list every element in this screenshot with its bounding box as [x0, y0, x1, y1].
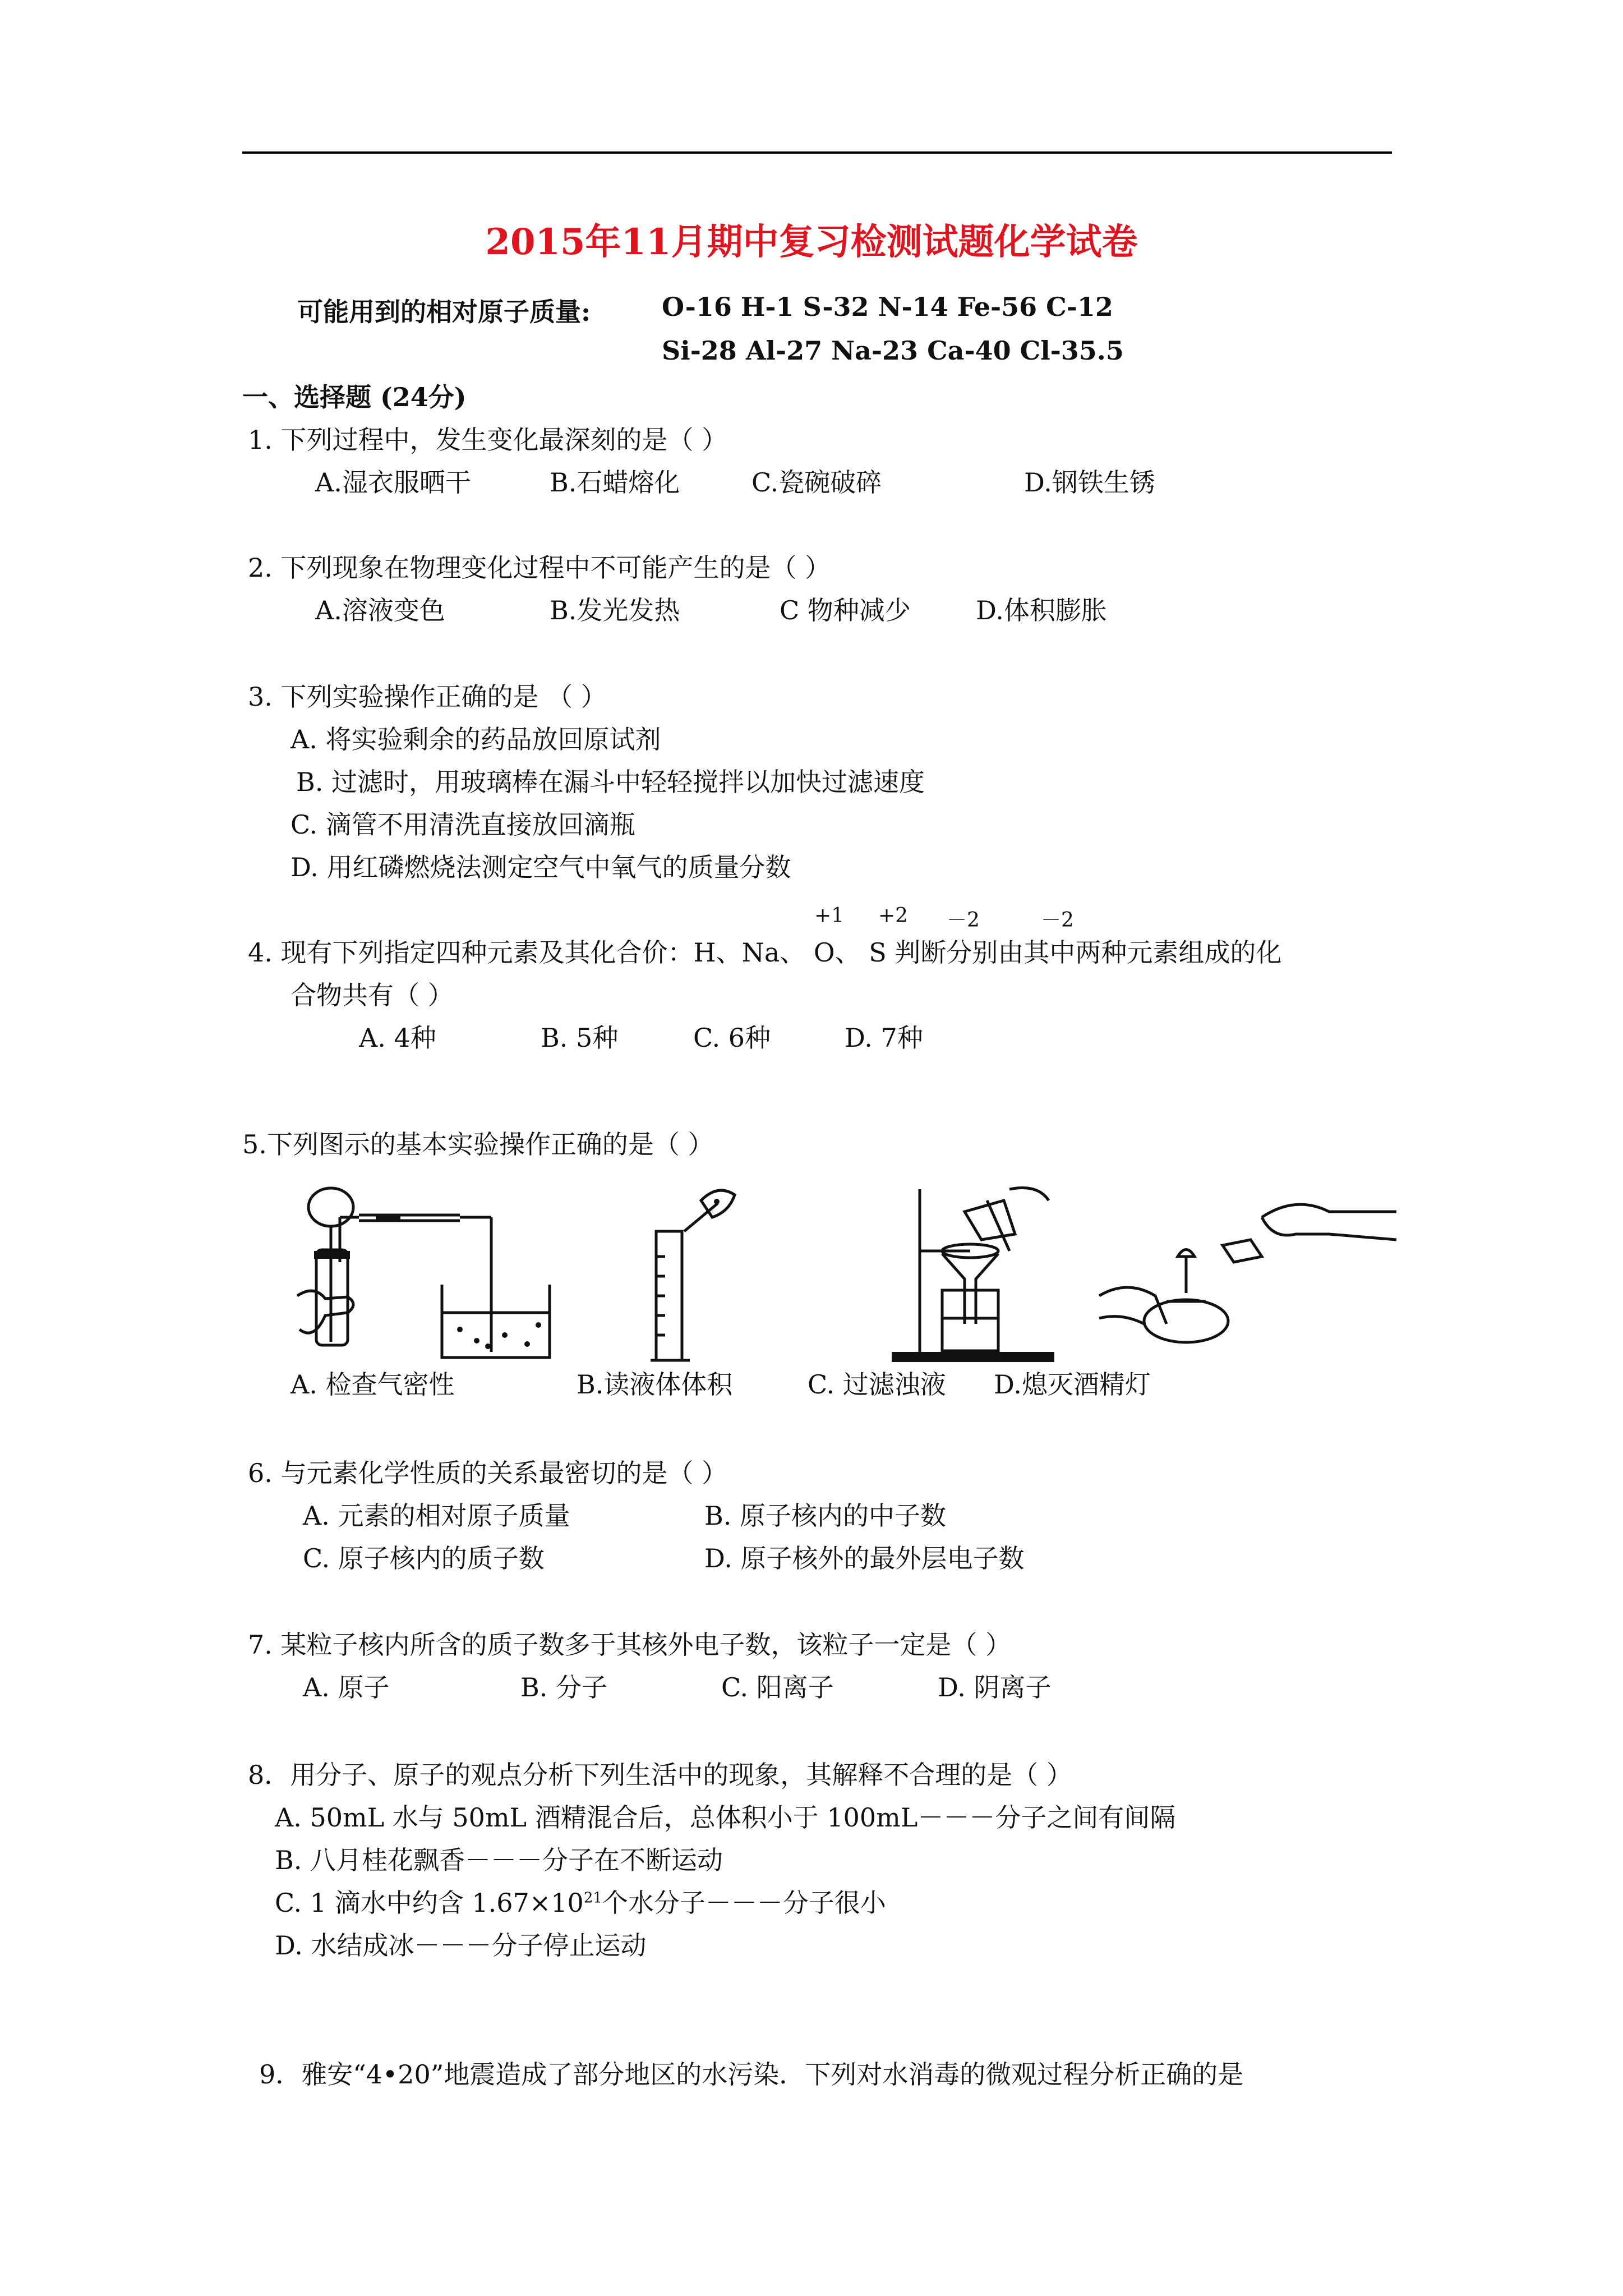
- q2-stem: 2. 下列现象在物理变化过程中不可能产生的是（ ）: [248, 553, 831, 583]
- q8-stem: 8．用分子、原子的观点分析下列生活中的现象，其解释不合理的是（ ）: [248, 1760, 1072, 1790]
- q6-option-a: A. 元素的相对原子质量: [303, 1501, 570, 1531]
- atomic-mass-line1: O-16 H-1 S-32 N-14 Fe-56 C-12: [662, 292, 1113, 322]
- valence-o: －2: [947, 909, 980, 932]
- q2-option-d: D.体积膨胀: [976, 595, 1107, 625]
- figure-filtration: [875, 1178, 1088, 1369]
- figure-airtightness-check: [292, 1178, 583, 1369]
- q1-option-c: C.瓷碗破碎: [751, 467, 882, 498]
- q2-option-a: A.溶液变色: [315, 595, 445, 625]
- atomic-mass-line2: Si-28 Al-27 Na-23 Ca-40 Cl-35.5: [662, 335, 1124, 366]
- q8-option-c-exponent: 21: [583, 1889, 602, 1907]
- q7-stem: 7. 某粒子核内所含的质子数多于其核外电子数，该粒子一定是（ ）: [248, 1630, 1012, 1660]
- q9-stem: 9．雅安“4•20”地震造成了部分地区的水污染．下列对水消毒的微观过程分析正确的是: [259, 2059, 1244, 2090]
- q8-option-b: B. 八月桂花飘香－－－分子在不断运动: [275, 1845, 723, 1875]
- q1-option-d: D.钢铁生锈: [1024, 467, 1155, 498]
- q3-option-c: C. 滴管不用清洗直接放回滴瓶: [291, 809, 635, 840]
- q3-stem: 3. 下列实验操作正确的是 （ ）: [248, 682, 607, 712]
- q2-option-b: B.发光发热: [550, 595, 680, 625]
- q5-option-b: B.读液体体积: [577, 1369, 733, 1400]
- q1-option-a: A.湿衣服晒干: [315, 467, 471, 498]
- page-title: 2015年11月期中复习检测试题化学试卷: [485, 221, 1138, 263]
- valence-h: +1: [814, 904, 845, 927]
- q4-option-c: C. 6种: [693, 1023, 771, 1053]
- section-choice-title: 一、选择题 (24分): [242, 382, 467, 412]
- q5-stem: 5.下列图示的基本实验操作正确的是（ ）: [242, 1129, 714, 1159]
- q4-stem-continued: 合物共有（ ）: [291, 980, 454, 1010]
- q8-option-c: [275, 1883, 886, 1920]
- q5-option-c: C. 过滤浊液: [808, 1369, 946, 1400]
- q4-option-d: D. 7种: [845, 1023, 923, 1053]
- q5-option-d: D.熄灭酒精灯: [994, 1369, 1151, 1400]
- q6-stem: 6. 与元素化学性质的关系最密切的是（ ）: [248, 1458, 728, 1488]
- q6-option-d: D. 原子核外的最外层电子数: [704, 1543, 1025, 1573]
- q8-option-a: A. 50mL 水与 50mL 酒精混合后，总体积小于 100mL－－－分子之间有间隔: [275, 1802, 1176, 1833]
- q3-option-d: D. 用红磷燃烧法测定空气中氧气的质量分数: [291, 852, 791, 882]
- q3-option-b: B. 过滤时，用玻璃棒在漏斗中轻轻搅拌以加快过滤速度: [296, 767, 925, 797]
- q6-option-c: C. 原子核内的质子数: [303, 1543, 545, 1573]
- q6-option-b: B. 原子核内的中子数: [704, 1501, 947, 1531]
- q8-option-d: D. 水结成冰－－－分子停止运动: [275, 1930, 647, 1961]
- q7-option-d: D. 阴离子: [938, 1672, 1052, 1703]
- figure-reading-cylinder: [645, 1178, 768, 1369]
- q4-option-a: A. 4种: [359, 1023, 436, 1053]
- q5-option-a: A. 检查气密性: [291, 1369, 455, 1400]
- figure-alcohol-lamp: [1094, 1178, 1408, 1369]
- atomic-mass-label: 可能用到的相对原子质量:: [297, 297, 591, 327]
- valence-na: +2: [878, 904, 909, 927]
- q3-option-a: A. 将实验剩余的药品放回原试剂: [291, 724, 661, 754]
- q7-option-c: C. 阳离子: [721, 1672, 834, 1703]
- q7-option-a: A. 原子: [303, 1672, 390, 1703]
- valence-s: －2: [1041, 909, 1074, 932]
- q2-option-c: C 物种减少: [780, 595, 911, 625]
- q1-stem: 1. 下列过程中，发生变化最深刻的是（ ）: [248, 425, 728, 455]
- top-rule: [242, 151, 1392, 154]
- q4-option-b: B. 5种: [541, 1023, 619, 1053]
- q4-stem: 4. 现有下列指定四种元素及其化合价：H、Na、 O、 S 判断分别由其中两种元素组成的化: [248, 937, 1282, 968]
- q8-option-c-suffix: 个水分子－－－分子很小: [602, 1888, 886, 1918]
- q1-option-b: B.石蜡熔化: [550, 467, 680, 498]
- q7-option-b: B. 分子: [520, 1672, 608, 1703]
- q8-option-c-prefix: C. 1 滴水中约含 1.67×10: [275, 1888, 584, 1918]
